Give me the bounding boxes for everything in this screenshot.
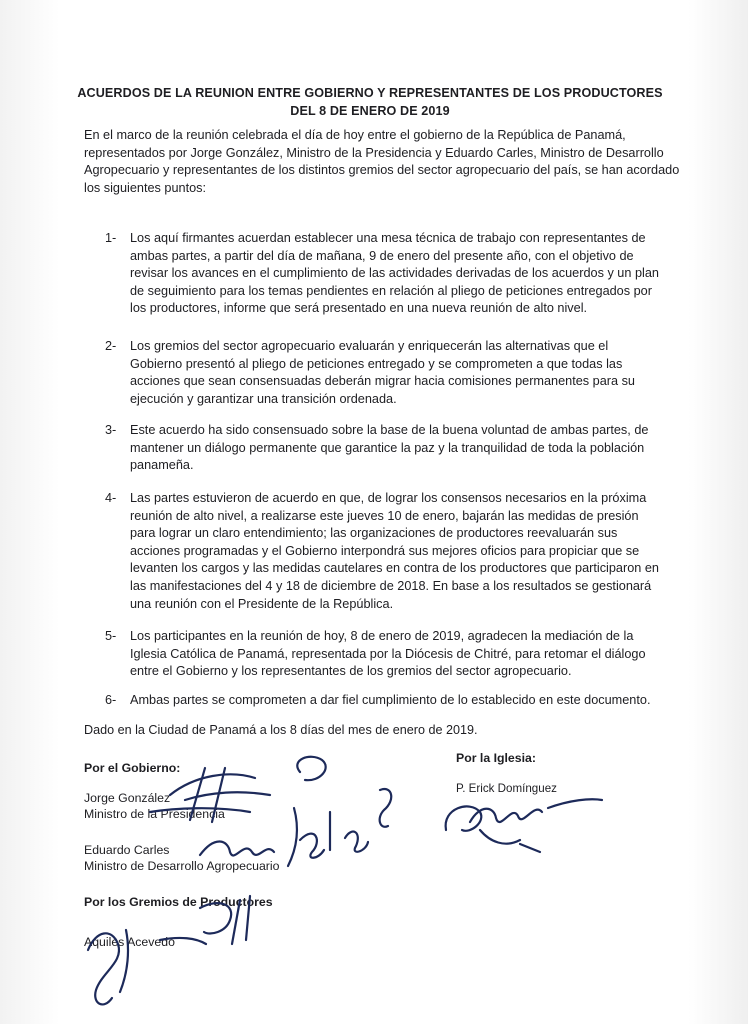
item-number: 2- xyxy=(105,339,117,353)
item-text: Los participantes en la reunión de hoy, 8 de enero de 2019, agradecen la mediación de la Iglesia Católica de Panamá, representada por la Diócesis de Chitré, para retomar el diálogo entre el Gobierno y los representantes de los gremios del sector agropecuario. xyxy=(130,629,646,679)
signer-name: Jorge González xyxy=(84,791,171,805)
item-number: 6- xyxy=(105,693,117,707)
item-number: 1- xyxy=(105,231,117,245)
signer-name: P. Erick Domínguez xyxy=(456,782,557,795)
signature-eduardo-carles xyxy=(200,789,391,866)
signer-role: Ministro de la Presidencia xyxy=(84,807,225,821)
church-heading: Por la Iglesia: xyxy=(456,751,536,765)
signer-name: Aquiles Acevedo xyxy=(84,935,175,949)
closing-statement: Dado en la Ciudad de Panamá a los 8 días del mes de enero de 2019. xyxy=(84,723,478,737)
intro-paragraph: En el marco de la reunión celebrada el día de hoy entre el gobierno de la República de Panamá, representados por Jorge González, Ministro de la Presidencia y Eduardo Carles, Ministro de Desarrollo Agropecuario y representantes de los distintos gremios del sector agropecuario del país, se han acordado los siguientes puntos: xyxy=(84,128,680,195)
producers-heading: Por los Gremios de Productores xyxy=(84,895,273,909)
item-text: Ambas partes se comprometen a dar fiel cumplimiento de lo establecido en este documento. xyxy=(130,693,651,707)
item-text: Los aquí firmantes acuerdan establecer una mesa técnica de trabajo con representantes de ambas partes, a partir del día de mañana, 9 de enero del presente año, con el objetivo de revisar los avances en el cumplimiento de las actividades derivadas de los acuerdos y un plan de seguimiento para los temas pendientes en relación al pliego de peticiones entregados por los productores, informe que será presentado en una nueva reunión de alto nivel. xyxy=(130,231,659,316)
signer-role: Ministro de Desarrollo Agropecuario xyxy=(84,859,280,873)
item-number: 5- xyxy=(105,629,117,643)
item-text: Las partes estuvieron de acuerdo en que, de lograr los consensos necesarios en la próxima reunión de alto nivel, a realizarse este jueves 10 de enero, bajarán las medidas de presión para lograr un claro entendimiento; las organizaciones de productores reevaluarán sus acciones programadas y el Gobierno interpondrá sus mejores oficios para propiciar que se levanten los cargos y las medidas cautelares en contra de los productores que participaron en las manifestaciones del 4 y 18 de diciembre de 2018. En base a los resultados se gestionará una reunión con el Presidente de la República. xyxy=(130,491,659,611)
signer-name: Eduardo Carles xyxy=(84,843,170,857)
document-title: ACUERDOS DE LA REUNION ENTRE GOBIERNO Y REPRESENTANTES DE LOS PRODUCTORES DEL 8 DE ENERO DE 2019 xyxy=(77,86,663,118)
signature-erick-dominguez xyxy=(446,799,602,852)
item-number: 4- xyxy=(105,491,117,505)
item-text: Este acuerdo ha sido consensuado sobre la base de la buena voluntad de ambas partes, de mantener un diálogo permanente que garantice la paz y la tranquilidad de toda la población panameña. xyxy=(130,423,649,473)
item-text: Los gremios del sector agropecuario evaluarán y enriquecerán las alternativas que el Gobierno presentó al pliego de peticiones entregado y se comprometen a que todas las acciones que sean consensuadas deberán migrar hacia comisiones permanentes para su ejecución y garantizar una transición ordenada. xyxy=(130,339,635,406)
government-heading: Por el Gobierno: xyxy=(84,761,181,775)
item-number: 3- xyxy=(105,423,117,437)
